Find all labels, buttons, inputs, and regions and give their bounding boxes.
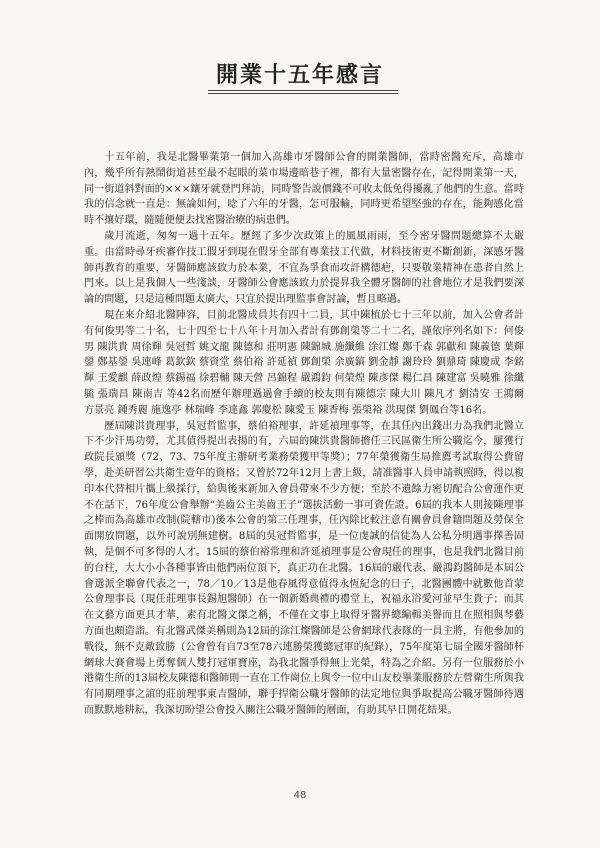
paragraph: 歲月流逝，匆匆一過十五年。歷經了多少次政策上的風風雨雨，至今密牙醫問題總算不太嚴重。由當時尋牙疾審作技工假牙到現在假牙全部有專業技工代做，材料技術更不斷創新，深感牙醫師再教育的重要，牙醫師應該致力於本業，不宜為爭食而攻訐構德疤，只要敬業精神在患者自然上門來。以上是我個人一些淺談，牙醫師公會應該致力於提昇我全體牙醫師的社會地位才是我們要深論的問題，只是這種問題太廣大，只宜於提出理監事會討論，暫且略過。 bbox=[84, 230, 524, 306]
paragraph: 現在來介紹北醫陣容，目前北醫成員共有四十二員，其中陳植於七十三年以前，加入公會者計有何俊男等二十名，七十四至七十八年十月加入者計有鄧創榮等二十二名，謹依序列名如下：何俊男 陳洪貴 周徐輝 吳冠哲 姚文龍 陳德和 莊明憲 陳錦城 施纖維 涂江燦 鄭千森 郭獻和 陳義德 葉輝鎣 鄭基鎣 吳連峰 葛欽欽 蔡資堂 蔡伯裕 許延禎 鄧創榮 余廣鎬 劉金靜 謝玲玲 劉鼎琦 陳慶成 李銘輝 王愛麒 薛政煌 蔡錫福 徐碧輔 陳天營 呂錦程 嚴鴻鈞 何榮煌 陳彥傑 楊仁昌 陳建富 吳曉雅 徐纖毓 張瑞昌 陳南吉 等42名而歷年辦理過過會手續的校友則有陳德宗 陳大川 陳凡才 劉清安 王鴻爾 方景亮 鍾秀麗 施逸亭 林瑞峰 李達鑫 郭慶松 陳愛玉 陳香梅 張榮裕 洪現傑 劉鳳台等16名。 bbox=[84, 309, 524, 416]
article-title: 開業十五年感言 bbox=[215, 62, 384, 88]
title-underline bbox=[208, 90, 398, 94]
article-body bbox=[84, 150, 524, 719]
paragraph: 十五年前，我是北醫畢業第一個加入高雄市牙醫師公會的開業醫師，當時密醫充斥，高雄市內，幾乎所有熱鬧街道甚至最不起眼的菜市場邊暗巷子裡，都有大量密醫存在，記得開業第一天，同一街道斜對面的×××鑲牙就登門拜訪，同時警告說價錢不可收太低免得擾亂了他們的生意。當時我的信念就一直是：無論如何，唸了六年的牙醫，怎可服輸，同時更希望堅強的存在，能夠感化當時不攘好環，隨隨便便去找密醫治療的病患們。 bbox=[84, 152, 524, 227]
page-number: 48 bbox=[293, 790, 307, 801]
paragraph: 歷屆陳洪貴理事，吳冠哲監事，蔡伯裕理事，許延禎理事等，在其任內出錢出力為我們北醫立下不少汗馬功勞，尤其值得提出表揚的有，六屆的陳洪貴醫師擔任三民區衛生所公職迄今，屢獲行政院長頒獎（72、73、75年度主辦研考業務榮獲甲等獎）；77年榮獲衛生局推薦考試取得公費留學，赴美研習公共衛生壹年的資格；又曾於72年12月上書上級，請准醫事人員申請執照時，得以複印本代替相片攜上級採行，給與後來新加入會員帶來不少方便；至於不遺餘力密切配合公會運作更不在話下，76年度公會舉辦“美齒公主美齒王子”選拔活動一事可資佐證。6屆的我本人則接陳理事之棒而為高雄市改制(院轄市)後本公會的第三任理事，任內除比較注意有關會員會籍問題及勞保全面開放問題，以外可說別無建樹。8屆的吳冠哲監事，是一位虔誠的信徒為人公私分明遇事擇善固執，是個不可多得的人才。15屆的蔡伯裕常理和許延禎理事是公會現任的理事，也是我們北醫目前的台柱，大大小小各種事皆由他們兩位頂下，真正功在北醫。16屆的嚴代表、嚴鴻鈞醫師是本屆公會選派全聯會代表之一，78／10／13是他春風得意值得永恆紀念的日子，北醫團體中就數他首蒙公會理事長（現任莊理事長錫旭醫師）在一個新婚典禮的禮堂上，祝福永浴愛河並早生貴子；而其在文藝方面更具才華，素有北醫文傑之稱，不僅在文事上取得牙醫界總編輯美譽而且在照相與琴藝方面也頗造詣。有北醫武傑美稱則為12屆的涂江燦醫師是公會網球代表隊的一員主將，有他參加的戰役，無不克敵致勝（公會曾有自73至78六連勝榮獲總冠軍的紀錄），75年度第七屆全國牙醫師杯網球大賽會場上勇奪個人雙打冠軍寶座，為我北醫爭得無上光榮，特為之介紹。另有一位服務於小港衛生所的13屆校友陳德和醫師則一直在工作崗位上與令一位中山友校畢業服務於左營衛生所與我有同期理事之誼的莊前理事東吉醫師，聯手捍衛公職牙醫師的法定地位與爭取提高公職牙醫師待遇而默默地耕耘，我深切盼望公會投入關注公職牙醫師的層面，有助其早日開花結果。 bbox=[84, 420, 524, 716]
